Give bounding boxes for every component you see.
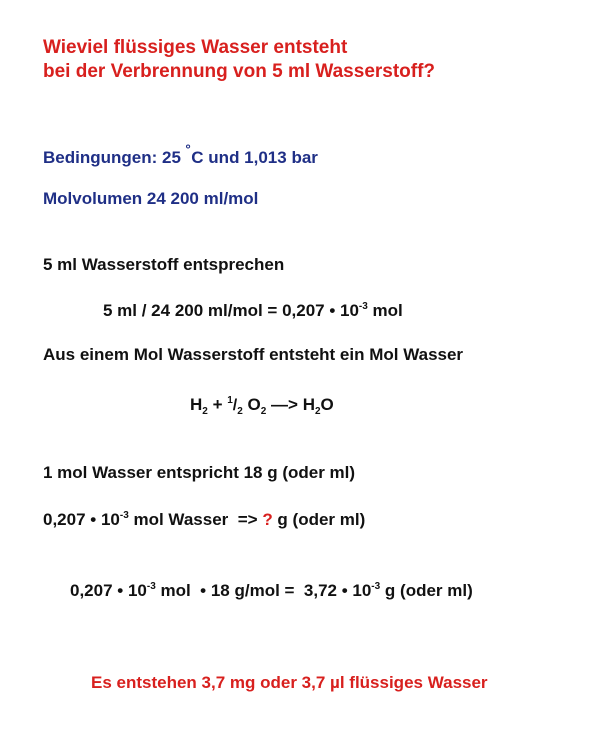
fraction-numerator: 1: [227, 395, 233, 406]
conditions-line: [43, 143, 318, 168]
step1-formula-exponent: -3: [358, 301, 368, 312]
degree-symbol: ˚: [185, 143, 192, 162]
step3-query: [43, 510, 365, 530]
product-oxygen: O: [320, 395, 334, 414]
step1-formula-unit: mol: [367, 301, 403, 320]
plus-sign: +: [207, 395, 228, 414]
conclusion-text-b: flüssiges Wasser: [344, 673, 488, 692]
page-title: [43, 36, 435, 84]
conclusion: [91, 673, 488, 693]
fraction-slash: /: [232, 397, 238, 414]
half-fraction: [227, 396, 243, 416]
reaction-arrow: —>: [266, 395, 303, 414]
fraction-denominator: 2: [237, 406, 243, 417]
step3-query-exponent: -3: [119, 510, 129, 521]
step3-statement: 1 mol Wasser entspricht 18 g (oder ml): [43, 463, 356, 482]
step4-calculation: [70, 581, 473, 601]
calc-exponent-1: -3: [146, 581, 156, 592]
reaction-equation: [190, 395, 334, 416]
calc-middle: mol • 18 g/mol = 3,72 • 10: [155, 581, 372, 600]
title-line-1: Wieviel flüssiges Wasser entsteht: [43, 37, 348, 58]
molar-volume-line: Molvolumen 24 200 ml/mol: [43, 189, 259, 208]
question-mark: ?: [262, 510, 273, 529]
calc-exponent-2: -3: [371, 581, 381, 592]
conclusion-text-a: Es entstehen 3,7 mg oder 3,7: [91, 673, 331, 692]
step1-formula-main: 5 ml / 24 200 ml/mol = 0,207 • 10: [103, 301, 359, 320]
conclusion-unit: µl: [330, 673, 345, 692]
step3-query-unit: g (oder ml): [272, 510, 366, 529]
step3-query-text: mol Wasser =>: [128, 510, 263, 529]
reactant-oxygen: O: [242, 395, 261, 414]
calc-value: 0,207 • 10: [70, 581, 147, 600]
step1-heading: 5 ml Wasserstoff entsprechen: [43, 255, 285, 274]
reactant-oxygen-subscript: 2: [260, 406, 267, 417]
conditions-prefix: Bedingungen: 25: [43, 148, 186, 167]
reactant-hydrogen: H: [190, 395, 203, 414]
title-line-2: bei der Verbrennung von 5 ml Wasserstoff?: [43, 61, 436, 82]
product-hydrogen-subscript: 2: [314, 406, 321, 417]
step2-heading: Aus einem Mol Wasserstoff entsteht ein Mol Wasser: [43, 345, 464, 364]
calc-unit: g (oder ml): [380, 581, 473, 600]
conditions-suffix: C und 1,013 bar: [191, 148, 318, 167]
reactant-hydrogen-subscript: 2: [202, 406, 208, 417]
product-hydrogen: H: [302, 395, 315, 414]
step3-query-value: 0,207 • 10: [43, 510, 120, 529]
step1-formula: [103, 301, 403, 321]
